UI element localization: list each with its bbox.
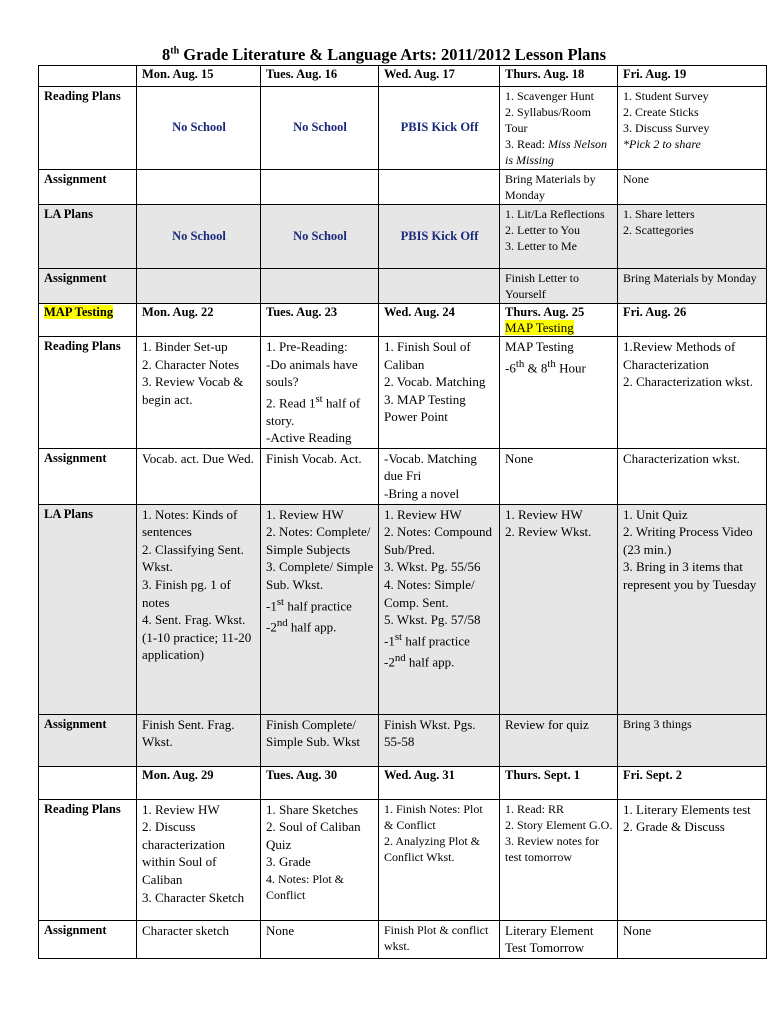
cell-assignment: -Vocab. Matching due Fri -Bring a novel bbox=[379, 448, 500, 504]
day-header: Thurs. Sept. 1 bbox=[500, 766, 618, 799]
week2-la-row bbox=[39, 504, 767, 714]
week1-assignment-row bbox=[39, 269, 767, 304]
cell-no-school: No School bbox=[137, 205, 261, 269]
cell-assignment: Characterization wkst. bbox=[618, 448, 767, 504]
cell-plan: 1. Share Sketches 2. Soul of Caliban Quiz 3. Grade 4. Notes: Plot & Conflict bbox=[261, 799, 379, 920]
cell-assignment: None bbox=[618, 920, 767, 958]
cell-assignment: None bbox=[618, 170, 767, 205]
cell-plan: 1. Share letters 2. Scattegories bbox=[618, 205, 767, 269]
cell-plan: 1.Review Methods of Characterization 2. Characterization wkst. bbox=[618, 337, 767, 449]
week3-reading-row bbox=[39, 799, 767, 920]
day-header: Wed. Aug. 24 bbox=[379, 304, 500, 337]
cell-pbis: PBIS Kick Off bbox=[379, 87, 500, 170]
week2-reading-row bbox=[39, 337, 767, 449]
cell-assignment: Literary Element Test Tomorrow bbox=[500, 920, 618, 958]
cell-plan: 1. Literary Elements test 2. Grade & Discuss bbox=[618, 799, 767, 920]
row-label: Assignment bbox=[39, 448, 137, 504]
cell-assignment: Finish Sent. Frag. Wkst. bbox=[137, 714, 261, 766]
cell-assignment: Finish Wkst. Pgs. 55-58 bbox=[379, 714, 500, 766]
cell-assignment: Character sketch bbox=[137, 920, 261, 958]
cell-no-school: No School bbox=[137, 87, 261, 170]
cell-assignment: Review for quiz bbox=[500, 714, 618, 766]
day-header: Tues. Aug. 23 bbox=[261, 304, 379, 337]
row-label: Reading Plans bbox=[39, 799, 137, 920]
day-header: Thurs. Aug. 18 bbox=[500, 66, 618, 87]
cell-plan: 1. Review HW 2. Review Wkst. bbox=[500, 504, 618, 714]
week3-header-row bbox=[39, 766, 767, 799]
cell-plan: 1. Student Survey 2. Create Sticks 3. Discuss Survey *Pick 2 to share bbox=[618, 87, 767, 170]
week3-corner-cell bbox=[39, 766, 137, 799]
week1-reading-row bbox=[39, 87, 767, 170]
cell-assignment bbox=[379, 170, 500, 205]
cell-plan: 1. Lit/La Reflections 2. Letter to You 3. Letter to Me bbox=[500, 205, 618, 269]
cell-assignment: Bring Materials by Monday bbox=[618, 269, 767, 304]
cell-plan: 1. Read: RR 2. Story Element G.O. 3. Review notes for test tomorrow bbox=[500, 799, 618, 920]
week2-assignment-row bbox=[39, 448, 767, 504]
cell-plan: 1. Review HW 2. Notes: Compound Sub/Pred. 3. Wkst. Pg. 55/56 4. Notes: Simple/ Comp. Sent. 5. Wkst. Pg. 57/58 -1st half practice -2nd half app. bbox=[379, 504, 500, 714]
cell-assignment bbox=[379, 269, 500, 304]
row-label: Assignment bbox=[39, 269, 137, 304]
row-label: Assignment bbox=[39, 170, 137, 205]
cell-plan: 1. Binder Set-up 2. Character Notes 3. Review Vocab & begin act. bbox=[137, 337, 261, 449]
day-header: Wed. Aug. 31 bbox=[379, 766, 500, 799]
cell-assignment: Finish Complete/ Simple Sub. Wkst bbox=[261, 714, 379, 766]
day-header: Mon. Aug. 15 bbox=[137, 66, 261, 87]
cell-plan: 1. Unit Quiz 2. Writing Process Video (23 min.) 3. Bring in 3 items that represent you by Tuesday bbox=[618, 504, 767, 714]
cell-assignment: Finish Letter to Yourself bbox=[500, 269, 618, 304]
week1-la-row bbox=[39, 205, 767, 269]
cell-assignment bbox=[261, 269, 379, 304]
day-header: Fri. Aug. 26 bbox=[618, 304, 767, 337]
week3-assignment-row bbox=[39, 920, 767, 958]
day-header: Mon. Aug. 29 bbox=[137, 766, 261, 799]
cell-pbis: PBIS Kick Off bbox=[379, 205, 500, 269]
cell-assignment: Finish Plot & conflict wkst. bbox=[379, 920, 500, 958]
cell-assignment: None bbox=[500, 448, 618, 504]
cell-plan: 1. Pre-Reading: -Do animals have souls? 2. Read 1st half of story. -Active Reading bbox=[261, 337, 379, 449]
day-header: Fri. Aug. 19 bbox=[618, 66, 767, 87]
row-label: Reading Plans bbox=[39, 87, 137, 170]
cell-assignment: Finish Vocab. Act. bbox=[261, 448, 379, 504]
row-label: LA Plans bbox=[39, 205, 137, 269]
cell-assignment: None bbox=[261, 920, 379, 958]
week1-header-row bbox=[39, 66, 767, 87]
week1-assignment-row bbox=[39, 170, 767, 205]
cell-assignment bbox=[261, 170, 379, 205]
cell-plan: 1. Review HW 2. Discuss characterization within Soul of Caliban 3. Character Sketch bbox=[137, 799, 261, 920]
lesson-plan-table bbox=[38, 65, 767, 959]
week2-assignment-row bbox=[39, 714, 767, 766]
cell-assignment: Bring 3 things bbox=[618, 714, 767, 766]
cell-plan: 1. Scavenger Hunt 2. Syllabus/Room Tour 3. Read: Miss Nelson is Missing bbox=[500, 87, 618, 170]
day-header: Wed. Aug. 17 bbox=[379, 66, 500, 87]
cell-plan: 1. Finish Notes: Plot & Conflict 2. Analyzing Plot & Conflict Wkst. bbox=[379, 799, 500, 920]
cell-plan: 1. Review HW 2. Notes: Complete/ Simple Subjects 3. Complete/ Simple Sub. Wkst. -1st half practice -2nd half app. bbox=[261, 504, 379, 714]
row-label: Assignment bbox=[39, 714, 137, 766]
day-header: Tues. Aug. 30 bbox=[261, 766, 379, 799]
cell-assignment: Vocab. act. Due Wed. bbox=[137, 448, 261, 504]
row-label: Assignment bbox=[39, 920, 137, 958]
day-header: Fri. Sept. 2 bbox=[618, 766, 767, 799]
page-title: 8th Grade Literature & Language Arts: 2011/2012 Lesson Plans bbox=[161, 45, 606, 64]
cell-no-school: No School bbox=[261, 205, 379, 269]
week1-corner-cell bbox=[39, 66, 137, 87]
cell-assignment: Bring Materials by Monday bbox=[500, 170, 618, 205]
cell-assignment bbox=[137, 269, 261, 304]
day-header: Mon. Aug. 22 bbox=[137, 304, 261, 337]
cell-assignment bbox=[137, 170, 261, 205]
cell-plan: 1. Finish Soul of Caliban 2. Vocab. Matching 3. MAP Testing Power Point bbox=[379, 337, 500, 449]
row-label: Reading Plans bbox=[39, 337, 137, 449]
cell-no-school: No School bbox=[261, 87, 379, 170]
cell-plan: MAP Testing -6th & 8th Hour bbox=[500, 337, 618, 449]
day-header: Thurs. Aug. 25 MAP Testing bbox=[500, 304, 618, 337]
cell-plan: 1. Notes: Kinds of sentences 2. Classifying Sent. Wkst. 3. Finish pg. 1 of notes 4. Sent. Frag. Wkst. (1-10 practice; 11-20 application) bbox=[137, 504, 261, 714]
week2-header-row bbox=[39, 304, 767, 337]
row-label: LA Plans bbox=[39, 504, 137, 714]
day-header: Tues. Aug. 16 bbox=[261, 66, 379, 87]
map-testing-label: MAP Testing bbox=[39, 304, 137, 337]
